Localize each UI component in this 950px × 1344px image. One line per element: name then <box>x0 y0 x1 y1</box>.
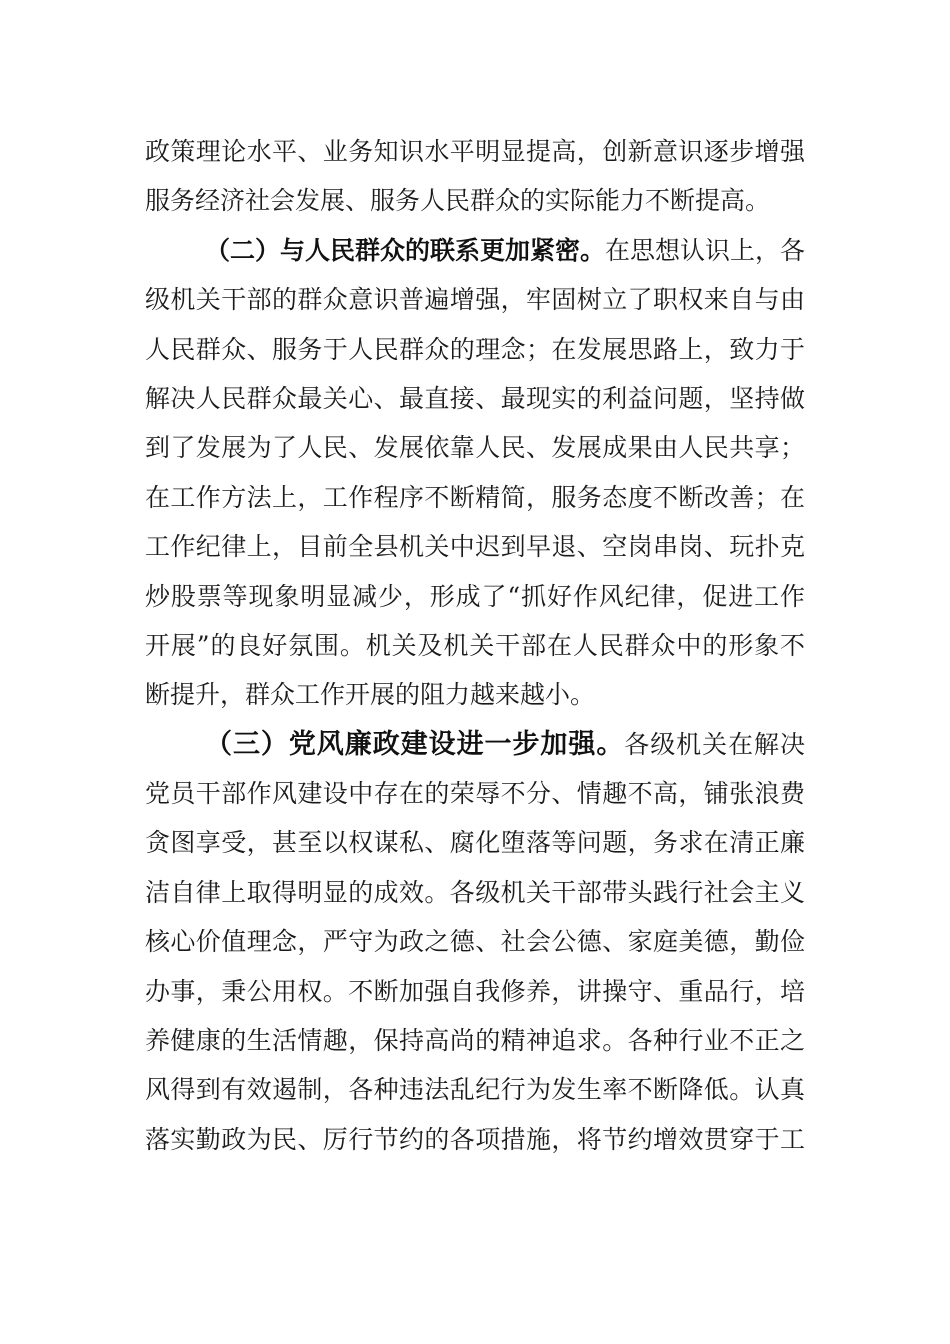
line-text: 洁自律上取得明显的成效。各级机关干部带头践行社会主义 <box>145 877 805 907</box>
line-text: 在工作方法上，工作程序不断精简，服务态度不断改善；在 <box>145 482 805 512</box>
section-heading: （二）与人民群众的联系更加紧密。 <box>205 235 606 265</box>
line-text: 办事，秉公用权。不断加强自我修养，讲操守、重品行，培 <box>145 976 805 1006</box>
line-text: 服务经济社会发展、服务人民群众的实际能力不断提高。 <box>145 186 771 216</box>
text-line <box>145 769 805 818</box>
text-line <box>145 374 805 423</box>
line-text: 养健康的生活情趣，保持高尚的精神追求。各种行业不正之 <box>145 1026 805 1056</box>
text-line <box>145 572 805 621</box>
line-text: 炒股票等现象明显减少，形成了“抓好作风纪律，促进工作 <box>145 581 805 611</box>
text-line <box>145 818 805 867</box>
text-line <box>145 1115 805 1164</box>
line-text: 人民群众、服务于人民群众的理念；在发展思路上，致力于 <box>145 334 805 364</box>
line-text: 落实勤政为民、厉行节约的各项措施，将节约增效贯穿于工 <box>145 1124 805 1154</box>
text-line <box>145 275 805 324</box>
line-text: 开展”的良好氛围。机关及机关干部在人民群众中的形象不 <box>145 630 805 660</box>
text-line <box>145 176 805 225</box>
line-text: 贪图享受，甚至以权谋私、腐化堕落等问题，务求在清正廉 <box>145 828 805 858</box>
line-text: 核心价值理念，严守为政之德、社会公德、家庭美德，勤俭 <box>145 927 805 957</box>
text-line <box>145 423 805 472</box>
line-text: 解决人民群众最关心、最直接、最现实的利益问题，坚持做 <box>145 383 805 413</box>
line-text: 级机关干部的群众意识普遍增强，牢固树立了职权来自与由 <box>145 285 805 315</box>
text-line <box>145 670 805 719</box>
line-text: 断提升，群众工作开展的阻力越来越小。 <box>145 680 596 710</box>
text-line <box>145 127 805 176</box>
line-text: 各级机关在解决 <box>624 729 805 759</box>
line-text: 到了发展为了人民、发展依靠人民、发展成果由人民共享； <box>145 433 805 463</box>
text-line <box>145 473 805 522</box>
text-line <box>145 1016 805 1065</box>
text-line <box>145 522 805 571</box>
text-line <box>145 325 805 374</box>
section-heading: （三）党风廉政建设进一步加强。 <box>205 728 625 760</box>
text-line <box>145 226 805 275</box>
line-text: 政策理论水平、业务知识水平明显提高，创新意识逐步增强 <box>145 137 805 166</box>
line-text: 党员干部作风建设中存在的荣辱不分、情趣不高，铺张浪费 <box>145 779 805 809</box>
text-line <box>145 967 805 1016</box>
text-line <box>145 868 805 917</box>
text-line <box>145 917 805 966</box>
text-line <box>145 621 805 670</box>
text-line <box>145 720 805 769</box>
text-line <box>145 1065 805 1114</box>
line-text: 风得到有效遏制，各种违法乱纪行为发生率不断降低。认真 <box>145 1075 805 1105</box>
line-text: 工作纪律上，目前全县机关中迟到早退、空岗串岗、玩扑克 <box>145 532 805 562</box>
document-body <box>145 127 805 1164</box>
line-text: 在思想认识上，各 <box>605 235 806 265</box>
